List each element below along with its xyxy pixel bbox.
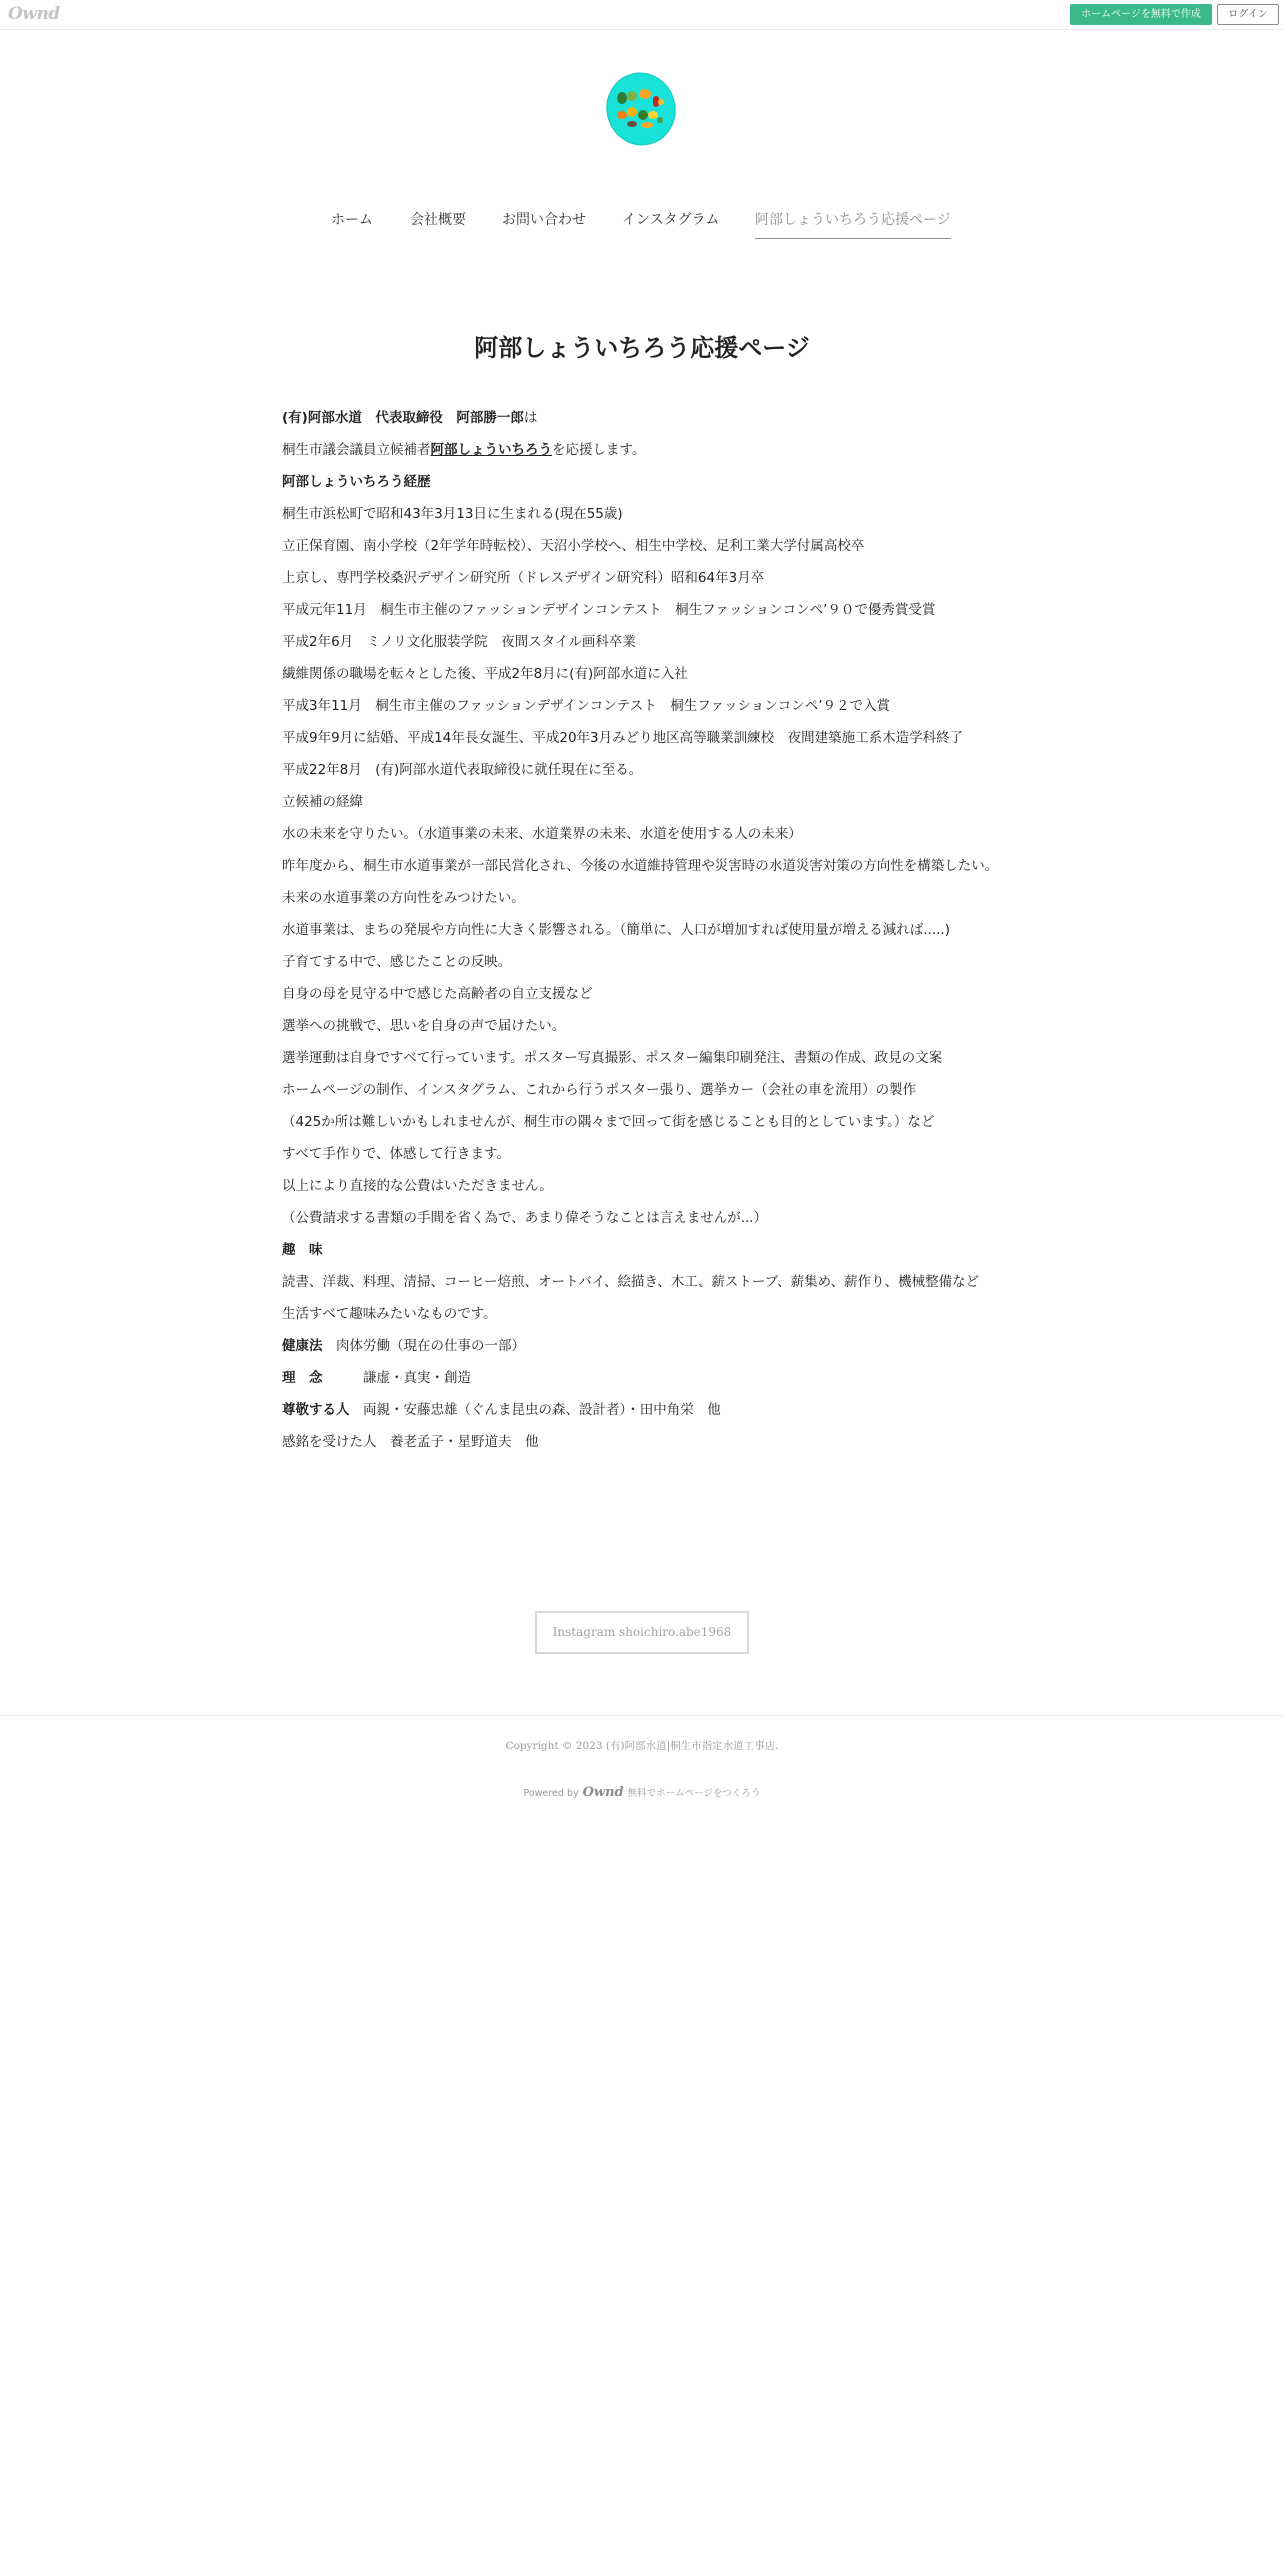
motive-line: すべて手作りで、体感して行きます。 <box>282 1146 510 1162</box>
motive-line: （425か所は難しいかもしれませんが、桐生市の隅々まで回って街を感じることも目的としています。）など <box>282 1114 935 1130</box>
health-text: 肉体労働（現在の仕事の一部） <box>322 1338 525 1354</box>
copyright: Copyright © 2023 (有)阿部水道|桐生市指定水道工事店. <box>505 1740 779 1752</box>
intro-bold: (有)阿部水道 代表取締役 阿部勝一郎 <box>282 410 524 426</box>
nav-item-company[interactable]: 会社概要 <box>410 212 466 228</box>
motive-line: 昨年度から、桐生市水道事業が一部民営化され、今後の水道維持管理や災害時の水道災害対策の方向性を構築したい。 <box>282 858 999 874</box>
nav-item-home[interactable]: ホーム <box>331 212 373 228</box>
instagram-button[interactable]: Instagram shoichiro.abe1968 <box>535 1611 749 1654</box>
hobby-label: 趣 味 <box>282 1242 323 1258</box>
motive-line: 水道事業は、まちの発展や方向性に大きく影響される。（簡単に、人口が増加すれば使用量が増える減れば.....) <box>282 922 950 938</box>
ownd-logo[interactable]: Ownd <box>8 4 60 24</box>
hobby-heading <box>282 1240 1002 1261</box>
motive-line: 水の未来を守りたい。（水道事業の未来、水道業界の未来、水道を使用する人の未来） <box>282 826 802 842</box>
career-line: 平成元年11月 桐生市主催のファッションデザインコンテスト 桐生ファッションコンペ’９０で優秀賞受賞 <box>282 602 936 618</box>
philosophy-text: 謙虚・真実・創造 <box>322 1370 471 1386</box>
health-label: 健康法 <box>282 1338 323 1354</box>
career-line: 繊維関係の職場を転々とした後、平成2年8月に(有)阿部水道に入社 <box>282 666 688 682</box>
login-button[interactable]: ログイン <box>1217 4 1279 25</box>
career-heading-text: 阿部しょういちろう経歴 <box>282 474 431 490</box>
page-title: 阿部しょういちろう応援ページ <box>474 334 810 362</box>
site-logo[interactable] <box>605 72 677 146</box>
hobby-text: 読書、洋裁、料理、清掃、コーヒー焙煎、オートバイ、絵描き、木工、薪ストーブ、薪集め、薪作り、機械整備など <box>282 1274 980 1290</box>
nav-item-contact[interactable]: お問い合わせ <box>502 212 586 228</box>
career-line: 平成22年8月 (有)阿部水道代表取締役に就任現在に至る。 <box>282 762 643 778</box>
top-bar <box>0 0 1284 30</box>
respect-label: 尊敬する人 <box>282 1402 350 1418</box>
motive-line: 子育てする中で、感じたことの反映。 <box>282 954 512 970</box>
respect-line <box>282 1400 1002 1421</box>
career-line: 平成3年11月 桐生市主催のファッションデザインコンテスト 桐生ファッションコンペ’９２で入賞 <box>282 698 890 714</box>
support-pre: 桐生市議会議員立候補者 <box>282 442 431 458</box>
powered-by[interactable] <box>0 1785 1284 1802</box>
global-nav <box>0 208 1284 242</box>
motive-line: 未来の水道事業の方向性をみつけたい。 <box>282 890 525 906</box>
career-line: 平成2年6月 ミノリ文化服装学院 夜間スタイル画科卒業 <box>282 634 636 650</box>
powered-tagline: 無料でホームページをつくろう <box>627 1788 761 1799</box>
influence-line: 感銘を受けた人 養老孟子・星野道夫 他 <box>282 1434 539 1450</box>
candidate-link[interactable]: 阿部しょういちろう <box>430 442 552 458</box>
motive-line: （公費請求する書類の手間を省く為で、あまり偉そうなことは言えませんが...） <box>282 1210 768 1226</box>
ownd-footer-logo[interactable]: Ownd <box>582 1785 624 1800</box>
hobby-note: 生活すべて趣味みたいなものです。 <box>282 1306 497 1322</box>
health-line <box>282 1336 1002 1357</box>
powered-by-label: Powered by <box>523 1788 579 1799</box>
motive-line: 選挙運動は自身ですべて行っています。ポスター写真撮影、ポスター編集印刷発注、書類の作成、政見の文案 <box>282 1050 943 1066</box>
support-post: を応援します。 <box>552 442 646 458</box>
intro-rest: は <box>523 410 538 426</box>
support-line <box>282 440 1002 461</box>
nav-item-instagram[interactable]: インスタグラム <box>622 212 720 228</box>
motive-line: 以上により直接的な公費はいただきません。 <box>282 1178 553 1194</box>
motive-line: 自身の母を見守る中で感じた高齢者の自立支援など <box>282 986 593 1002</box>
career-line: 平成9年9月に結婚、平成14年長女誕生、平成20年3月みどり地区高等職業訓練校 夜間建築施工系木造学科終了 <box>282 730 964 746</box>
career-line: 桐生市浜松町で昭和43年3月13日に生まれる(現在55歳) <box>282 506 623 522</box>
footer-divider <box>0 1715 1284 1716</box>
career-line: 上京し、専門学校桑沢デザイン研究所（ドレスデザイン研究科）昭和64年3月卒 <box>282 570 765 586</box>
career-heading <box>282 472 1002 493</box>
intro-line <box>282 408 1002 429</box>
motive-line: ホームページの制作、インスタグラム、これから行うポスター張り、選挙カー（会社の車を流用）の製作 <box>282 1082 917 1098</box>
career-line: 立正保育園、南小学校（2年学年時転校）、天沼小学校へ、相生中学校、足利工業大学付属高校卒 <box>282 538 865 554</box>
respect-text: 両親・安藤忠雄（ぐんま昆虫の森、設計者）・田中角栄 他 <box>349 1402 721 1418</box>
article-body <box>282 408 1002 1464</box>
philosophy-label: 理 念 <box>282 1370 323 1386</box>
motive-line: 立候補の経緯 <box>282 794 363 810</box>
nav-item-support-page[interactable]: 阿部しょういちろう応援ページ <box>755 208 951 239</box>
motive-line: 選挙への挑戦で、思いを自身の声で届けたい。 <box>282 1018 566 1034</box>
philosophy-line <box>282 1368 1002 1389</box>
create-homepage-button[interactable]: ホームページを無料で作成 <box>1070 4 1212 25</box>
